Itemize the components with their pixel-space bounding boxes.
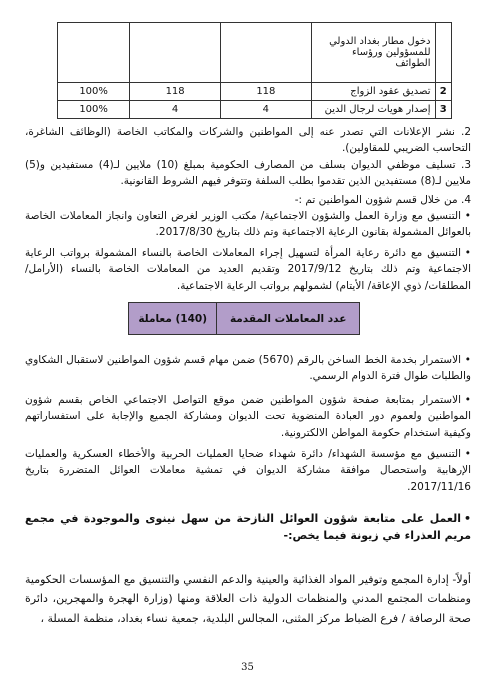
page-number: 35 bbox=[241, 662, 254, 673]
transactions-value: (140) معاملة bbox=[129, 303, 217, 335]
bullet-icon: • bbox=[464, 394, 471, 406]
bullet-item bbox=[25, 446, 471, 495]
description-line: الطوائف bbox=[395, 58, 431, 69]
row-value-2: 118 bbox=[130, 83, 221, 101]
bullet-icon: • bbox=[464, 210, 471, 222]
table-row bbox=[58, 83, 452, 101]
bullet-text: التنسيق مع دائرة رعاية المرأة لتسهيل إجراء المعاملات الخاصة بالنساء المشمولة برواتب الرعاية الاجتماعية وتم ذلك بتاريخ 2017/9/12 وتقديم العديد من المعاملات الخاصة بالنساء (الأرامل/ المطلقات/ ذوي الإعاقة/ الأيتام) لشمولهم برواتب الرعاية الاجتماعية. bbox=[25, 247, 471, 292]
row-value-2: 4 bbox=[130, 101, 221, 119]
bullet-item bbox=[25, 208, 471, 241]
bullet-icon: • bbox=[464, 247, 471, 259]
description-line: دخول مطار بغداد الدولي bbox=[329, 36, 431, 47]
row-percent: 100% bbox=[58, 101, 130, 119]
row-description bbox=[311, 23, 435, 83]
bullet-icon: • bbox=[464, 448, 471, 460]
row-description: تصديق عقود الزواج bbox=[311, 83, 435, 101]
section-first-paragraph: أولاً- إدارة المجمع وتوفير المواد الغذائية والعينية والدعم النفسي والتنسيق مع المؤسسات الحكومية ومنظمات المجتمع المدني والمنظمات الدولية ذات العلاقة ومنها (وزارة الهجرة والمهجرين، دائرة صحة الرصافة / فرع الضباط مركز المثنى، المجالس البلدية، جمعية نساء بغداد، منظمة المسلة ، bbox=[25, 573, 471, 625]
bullet-item bbox=[25, 352, 471, 385]
row-percent: 100% bbox=[58, 83, 130, 101]
row-percent bbox=[58, 23, 130, 83]
row-value-1: 118 bbox=[220, 83, 311, 101]
bullet-text: التنسيق مع وزارة العمل والشؤون الاجتماعية/ مكتب الوزير لغرض التعاون وانجاز المعاملات الخاصة بالعوائل المشمولة بقانون الرعاية الاجتماعية وتم ذلك بتاريخ 2017/8/30. bbox=[25, 210, 471, 239]
transactions-label: عدد المعاملات المقدمة bbox=[217, 303, 360, 335]
bullet-icon: • bbox=[464, 354, 471, 366]
bullet-icon: • bbox=[463, 512, 471, 525]
bullet-item bbox=[25, 392, 471, 441]
row-description: إصدار هويات لرجال الدين bbox=[311, 101, 435, 119]
row-number bbox=[435, 23, 452, 83]
row-value-1: 4 bbox=[220, 101, 311, 119]
row-number: 2 bbox=[435, 83, 452, 101]
description-line: للمسؤولين ورؤساء bbox=[351, 47, 431, 58]
bullet-text: العمل على متابعة شؤون العوائل النازحة من سهل نينوى والموجودة في مجمع مريم العذراء في زيونة فيما يخص:- bbox=[25, 512, 471, 543]
bullet-text: التنسيق مع مؤسسة الشهداء/ دائرة شهداء ضحايا العمليات الحربية والأخطاء العسكرية والعمليات الإرهابية واستحصال موافقة مشاركة الديوان في تمشية معاملات العوائل المتضررة بتاريخ 2017/11/16. bbox=[25, 448, 471, 493]
results-table bbox=[57, 22, 452, 119]
table-row bbox=[58, 101, 452, 119]
item-2-text: 2. نشر الإعلانات التي تصدر عنه إلى المواطنين والشركات والمكاتب الخاصة (الوظائف الشاغرة، التحاسب الضريبي للمقاولين). bbox=[25, 126, 471, 155]
bullet-text: الاستمرار بخدمة الخط الساخن بالرقم (5670) ضمن مهام قسم شؤون المواطنين لاستقبال الشكاوي والطلبات طوال فترة الدوام الرسمي. bbox=[25, 354, 471, 383]
row-number: 3 bbox=[435, 101, 452, 119]
item-3-text: 3. تسليف موظفي الديوان بسلف من المصارف الحكومية بمبلغ (10) ملايين لـ(4) مستفيدين و(5) ملايين لـ(8) مستفيدين الذين تقدموا بطلب السلفة وتتوفر فيهم الشروط القانونية. bbox=[25, 159, 472, 188]
bullet-text: الاستمرار بمتابعة صفحة شؤون المواطنين ضمن موقع التواصل الاجتماعي الخاص بقسم شؤون المواطنين ولعموم دور العبادة المنضوية تحت الديوان ومشاركة الجميع والإجابة على استفساراتهم وكيفية استخدام حكومة المواطن الالكترونية. bbox=[25, 394, 471, 439]
bullet-item bbox=[25, 510, 471, 544]
transactions-count-table bbox=[128, 302, 360, 335]
row-value-2 bbox=[130, 23, 221, 83]
bullet-item bbox=[25, 245, 471, 294]
item-4-text: 4. من خلال قسم شؤون المواطنين تم :- bbox=[294, 194, 471, 206]
table-row bbox=[58, 23, 452, 83]
table-row bbox=[129, 303, 360, 335]
row-value-1 bbox=[220, 23, 311, 83]
